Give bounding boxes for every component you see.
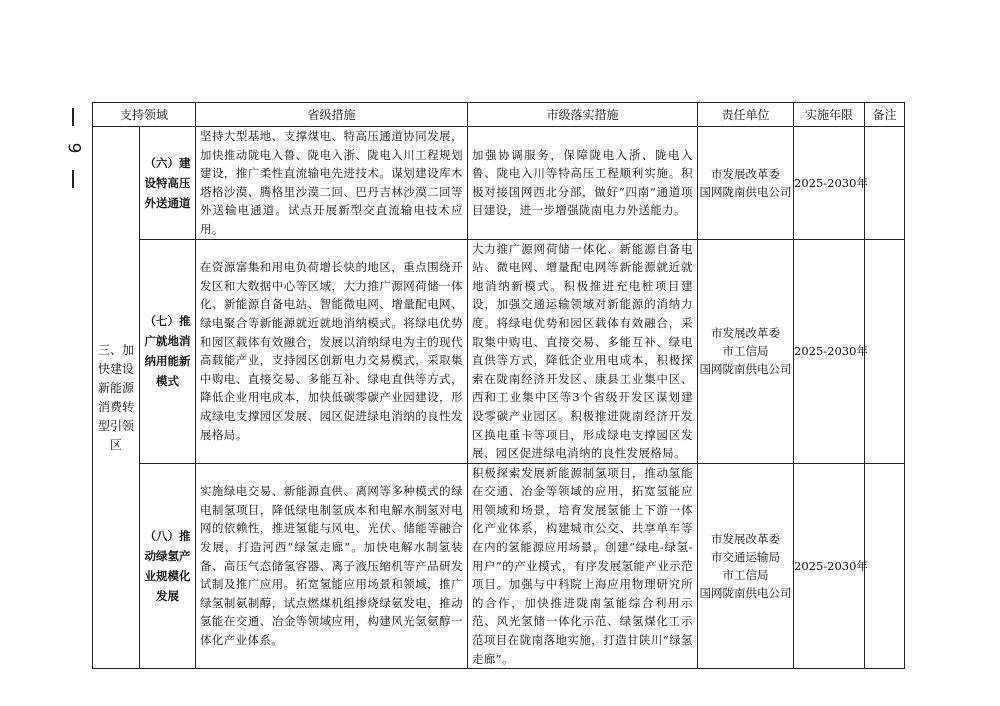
municipal-measure-cell: 积极探索发展新能源制氢项目，推动氢能在交通、冶金等领域的应用，拓宽氢能应用领域和场景，培育发展氢能上下游一体化产业体系，构建城市公交、共享单车等在内的氢能源应用场景，创建“绿电-绿氢-用户”的产业模式，有序发展氢能产业示范项目。加强与中科院上海应用物理研究所的合作，加快推进陇南氢能综合利用示范、风光氢储一体化示范、绿氢煤化工示范项目在陇南落地实施，打造甘陕川“绿氢走廊”。 [468,463,698,669]
unit-line: 市发展改革委 [711,531,781,546]
page-number-dash-top [72,108,74,126]
table-row [93,127,905,240]
years-cell: 2025-2030年 [794,239,865,463]
table-row [93,239,905,463]
provincial-measure-cell: 坚持大型基地、支撑煤电、特高压通道协同发展，加快推动陇电入鲁、陇电入浙、陇电入川工程规划建设，推广柔性直流输电先进技术。谋划建设库木塔格沙漠、腾格里沙漠二回、巴丹吉林沙漠二回等外送输电通道。试点开展新型交直流输电技术应用。 [196,127,468,240]
provincial-measure-cell: 实施绿电交易、新能源直供、离网等多种模式的绿电制氢项目，降低绿电制氢成本和电解水制氢对电网的依赖性，推进氢能与风电、光伏、储能等融合发展，打造河西“绿氢走廊”。加快电解水制氢装备、高压气态储氢容器、离子液压缩机等产品研发试制及推广应用。拓宽氢能应用场景和领域，推广绿氢制氨制醇，试点燃煤机组掺烧绿氨发电，推动氢能在交通、冶金等领域应用，构建风光氢氨醇一体化产业体系。 [196,463,468,669]
provincial-measure-cell: 在资源富集和用电负荷增长快的地区，重点围绕开发区和大数据中心等区域，大力推广源网荷储一体化、新能源自备电站、智能微电网、增量配电网、绿电聚合等新能源就近就地消纳模式。将绿电优势和园区载体有效融合，发展以消纳绿电为主的现代高载能产业，支持园区创新电力交易模式，采取集中购电、直接交易、多能互补、绿电直供等方式，降低企业用电成本，加快低碳零碳产业园建设，形成绿电支撑园区发展、园区促进绿电消纳的良性发展格局。 [196,239,468,463]
unit-line: 国网陇南供电公司 [699,362,792,377]
subcategory-cell: （七）推广就地消纳用能新模式 [140,239,196,463]
category-cell: 三、加快建设新能源消费转型引领区 [93,127,140,669]
header-support-field: 支持领域 [93,103,196,127]
responsible-unit-cell [698,463,794,669]
responsible-unit-cell [698,239,794,463]
years-cell: 2025-2030年 [794,127,865,240]
unit-line: 市发展改革委 [711,326,781,341]
subcategory-cell: （六）建设特高压外送通道 [140,127,196,240]
table-row [93,463,905,669]
municipal-measure-cell: 加强协调服务，保障陇电入浙、陇电入鲁、陇电入川等特高压工程顺利实施。积极对接国网西北分部，做好“四南”通道项目建设，进一步增强陇南电力外送能力。 [468,127,698,240]
page-number-value: 9 [62,142,83,154]
header-responsible-unit: 责任单位 [698,103,794,127]
unit-line: 市发展改革委 [711,166,781,181]
page-number [60,108,86,188]
header-implementation-period: 实施年限 [794,103,865,127]
header-remarks: 备注 [865,103,905,127]
header-provincial-measures: 省级措施 [196,103,468,127]
note-cell [865,239,905,463]
responsible-unit-cell [698,127,794,240]
table-header-row [93,103,905,127]
page-number-dash-bottom [72,170,74,188]
subcategory-cell: （八）推动绿氢产业规模化发展 [140,463,196,669]
note-cell [865,463,905,669]
unit-line: 市工信局 [722,567,769,582]
unit-line: 市交通运输局 [711,549,781,564]
years-cell: 2025-2030年 [794,463,865,669]
header-municipal-measures: 市级落实措施 [468,103,698,127]
measures-table [92,102,905,669]
municipal-measure-cell: 大力推广源网荷储一体化、新能源自备电站、微电网、增量配电网等新能源就近就地消纳新模式。积极推进充电桩项目建设，加强交通运输领域对新能源的消纳力度。将绿电优势和园区载体有效融合，采取集中购电、直接交易、多能互补、绿电直供等方式，降低企业用电成本，积极探索在陇南经济开发区、康县工业集中区、西和工业集中区等3个省级开发区谋划建设零碳产业园区。积极推进陇南经济开发区换电重卡等项目，形成绿电支撑园区发展、园区促进绿电消纳的良性发展格局。 [468,239,698,463]
unit-line: 国网陇南供电公司 [699,184,792,199]
note-cell [865,127,905,240]
unit-line: 市工信局 [722,344,769,359]
unit-line: 国网陇南供电公司 [699,585,792,600]
